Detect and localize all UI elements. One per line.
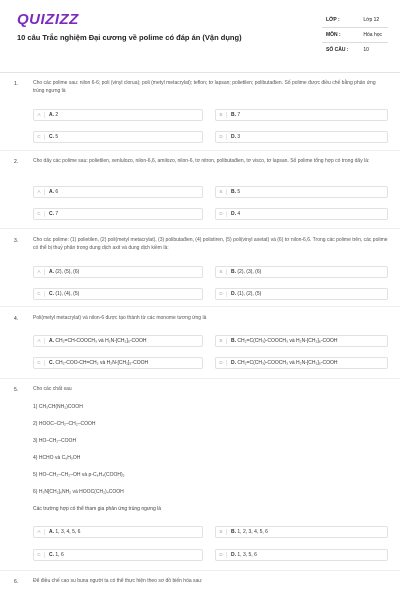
answer-option-c[interactable] [33,208,203,220]
page-header [0,0,400,72]
answer-option-b[interactable] [215,109,388,121]
option-letter: C [36,211,45,217]
option-text: 7 [237,112,241,118]
option-text: 1, 3, 4, 5, 6 [55,529,81,535]
question-prompt: Các trường hợp có thể tham gia phản ứng trùng ngưng là [33,506,162,512]
subject-meta [326,32,382,38]
option-letter: B [218,269,227,275]
option-text: CH₂=C(CH₃)-COOCH₃ và H₂N-[CH₂]₆-COOH [237,338,338,344]
question-number: 5. [14,387,19,393]
question-number: 6. [14,579,19,585]
option-text: 1, 6 [55,552,64,558]
option-letter: B [218,529,227,535]
option-letter: B [218,189,227,195]
meta-divider [322,42,388,43]
option-label: C. [49,552,54,558]
option-text: (2), (5), (6) [55,269,80,275]
option-label: C. [49,211,54,217]
question-divider [0,378,400,379]
option-text: (1), (4), (5) [55,291,80,297]
answer-option-d[interactable] [215,549,388,561]
question-number: 4. [14,316,19,322]
option-text: CH₂=CH-COOCH₃ và H₂N-[CH₂]₅-COOH [55,338,147,344]
subject-value: Hóa học [363,32,383,38]
question-divider [0,570,400,571]
option-letter: A [36,338,45,344]
list-item: 2) HOOC–CH₂–CH₂–COOH [33,421,96,427]
class-value: Lớp 12 [363,17,380,23]
header-divider [0,72,400,73]
option-label: B. [231,338,236,344]
answer-option-d[interactable] [215,288,388,300]
option-text: 5 [237,189,241,195]
option-label: A. [49,189,54,195]
option-label: B. [231,189,236,195]
option-text: (1), (2), (5) [237,291,262,297]
option-text: 7 [55,211,59,217]
question-text: Cho các chất sau [33,386,72,392]
list-item: 4) HCHO và C₆H₅OH [33,455,81,461]
count-meta [326,47,369,53]
option-label: D. [231,211,236,217]
list-item: 3) HO–CH₂–COOH [33,438,77,444]
option-label: B. [231,529,236,535]
answer-option-b[interactable] [215,266,388,278]
meta-divider [322,27,388,28]
option-letter: D [218,134,227,140]
option-label: D. [231,291,236,297]
option-letter: D [218,552,227,558]
option-label: A. [49,529,54,535]
option-letter: A [36,189,45,195]
question-number: 1. [14,81,19,87]
option-letter: A [36,112,45,118]
option-label: A. [49,338,54,344]
option-label: D. [231,552,236,558]
option-letter: C [36,552,45,558]
subject-label: MÔN : [326,32,341,38]
answer-option-a[interactable] [33,186,203,198]
question-number: 3. [14,238,19,244]
count-label: SỐ CÂU : [326,47,349,53]
question-text: Cho các polime sau: nilon 6-6; poli (vinyl clorua); poli (metyl metacrylat); teflon; tơ lapsan; polietilen; polibutađien. Số polime được điều chế bằng phản ứng trùng ngưng là [33,80,376,94]
class-label: LỚP : [326,17,340,23]
answer-option-d[interactable] [215,208,388,220]
option-label: C. [49,291,54,297]
question-text: Poli(metyl metacrylat) và nilon-6 được tạo thành từ các monome tương ứng là [33,315,207,321]
list-item: 6) H₂N[CH₂]₆NH₂ và HOOC(CH₂)₄COOH [33,489,124,495]
option-letter: D [218,211,227,217]
quizizz-logo: QUIZIZZ [17,11,79,28]
page-title: 10 câu Trắc nghiệm Đại cương về polime có đáp án (Vận dụng) [17,33,242,42]
option-text: 3 [237,134,241,140]
question-number: 2. [14,159,19,165]
option-label: D. [231,360,236,366]
option-letter: D [218,291,227,297]
answer-option-a[interactable] [33,526,203,538]
option-text: 2 [55,112,59,118]
option-letter: C [36,291,45,297]
option-letter: B [218,338,227,344]
count-value: 10 [363,47,369,53]
question-divider [0,306,400,307]
option-text: CH₂=C(CH₃)-COOCH₃ và H₂N-[CH₂]₅-COOH [237,360,338,366]
answer-option-a[interactable] [33,109,203,121]
option-text: 5 [55,134,59,140]
answer-option-c[interactable] [33,131,203,143]
answer-option-b[interactable] [215,526,388,538]
option-label: A. [49,112,54,118]
list-item: 5) HO–CH₂–CH₂–OH và p-C₆H₄(COOH)₂ [33,472,125,478]
answer-option-a[interactable] [33,335,203,347]
option-label: A. [49,269,54,275]
option-letter: B [218,112,227,118]
answer-option-d[interactable] [215,357,388,369]
class-meta [326,17,379,23]
option-text: (2), (3), (6) [237,269,262,275]
option-text: 1, 3, 5, 6 [237,552,257,558]
option-letter: A [36,269,45,275]
option-label: C. [49,134,54,140]
answer-option-b[interactable] [215,186,388,198]
option-text: 6 [55,189,59,195]
answer-option-d[interactable] [215,131,388,143]
answer-option-a[interactable] [33,266,203,278]
option-label: B. [231,112,236,118]
option-text: 4 [237,211,241,217]
question-text: Cho dãy các polime sau: polietilen, xenlulozo, nilon-6,6, amilozo, nilon-6, tơ nitron, polibutađien, tơ visco, tơ lapsan. Số polime tổng hợp có trong dãy là: [33,158,370,164]
answer-option-b[interactable] [215,335,388,347]
answer-option-c[interactable] [33,549,203,561]
option-letter: A [36,529,45,535]
answer-option-c[interactable] [33,357,203,369]
question-divider [0,150,400,151]
question-text: Cho các polime: (1) polietilen, (2) poli(metyl metacrylat), (3) polibutađien, (4) polistiren, (5) poli(vinyl axetat) và (6) tơ nilon-6,6. Trong các polime trên, các polime có thể bị thuỷ phân trong dung dịch axit và dung dịch kiềm là: [33,237,388,251]
option-letter: C [36,360,45,366]
option-letter: D [218,360,227,366]
question-divider [0,228,400,229]
option-label: C. [49,360,54,366]
option-text: 1, 2, 3, 4, 5, 6 [237,529,268,535]
option-label: D. [231,134,236,140]
question-text: Để điều chế cao su buna người ta có thể thực hiện theo sơ đồ biến hóa sau: [33,578,203,584]
list-item: 1) CH₃CH(NH₂)COOH [33,404,83,410]
option-label: B. [231,269,236,275]
answer-option-c[interactable] [33,288,203,300]
option-letter: C [36,134,45,140]
option-text: CH₂-COO-CH=CH₂ và H₂N-[CH₂]₅-COOH [55,360,149,366]
